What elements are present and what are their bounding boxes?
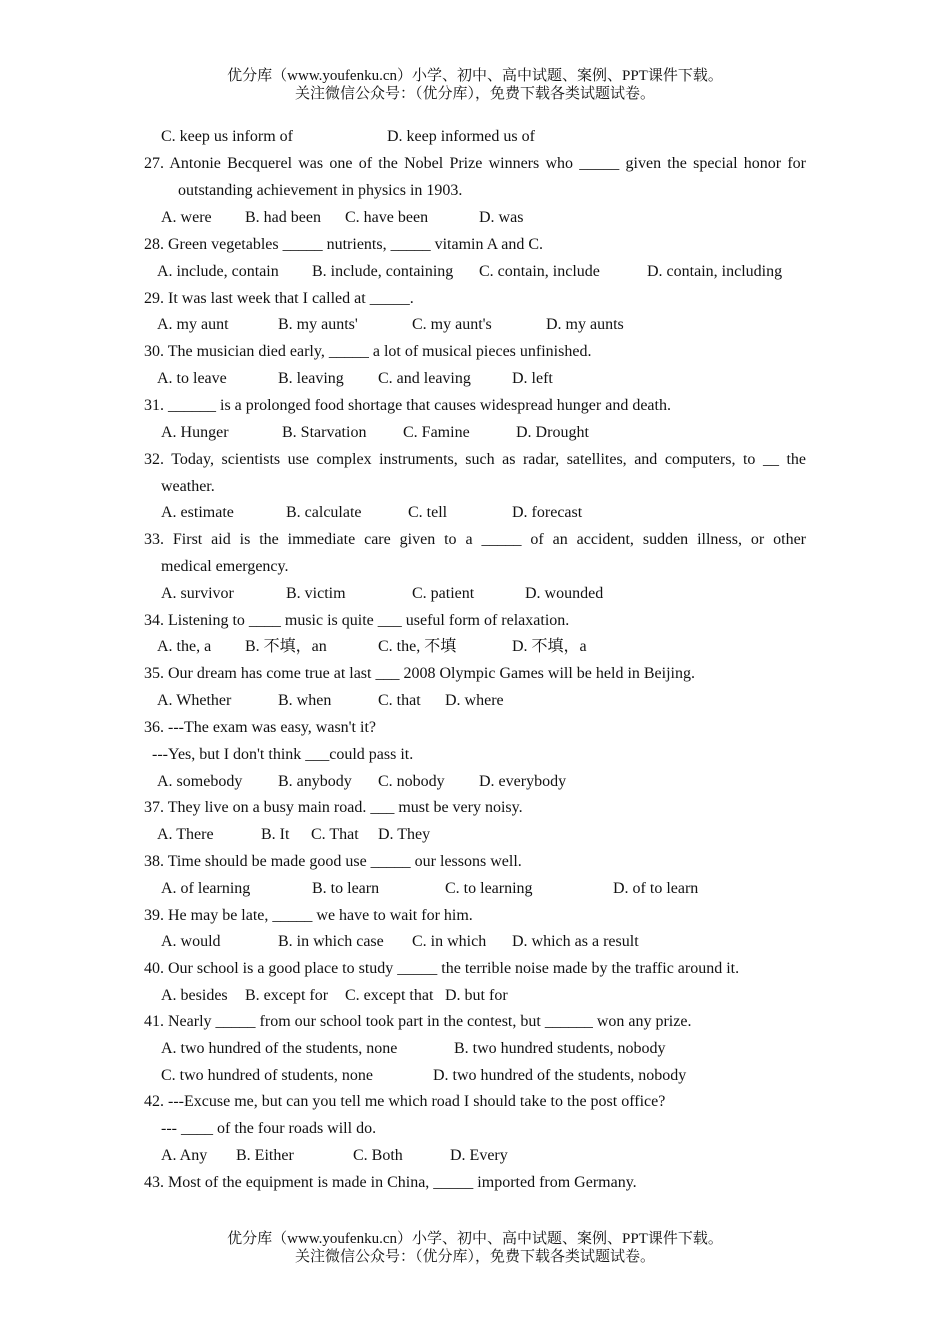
q36-option-d: D. everybody <box>479 773 567 790</box>
q41-option-c: C. two hundred of students, none <box>161 1067 373 1084</box>
q43-stem: 43. Most of the equipment is made in China, _____ imported from Germany. <box>144 1174 637 1191</box>
q37-option-a: A. There <box>157 826 214 843</box>
q42-option-d: D. Every <box>450 1147 508 1164</box>
q39-option-c: C. in which <box>412 933 487 950</box>
q38-stem: 38. Time should be made good use _____ our lessons well. <box>144 853 522 870</box>
q27-stem-line-2: outstanding achievement in physics in 1903. <box>178 182 463 199</box>
q35-stem: 35. Our dream has come true at last ___ 2008 Olympic Games will be held in Beijing. <box>144 665 695 682</box>
q31-option-c: C. Famine <box>403 424 470 441</box>
q40-option-c: C. except that <box>345 987 434 1004</box>
q27-option-c: C. have been <box>345 209 429 226</box>
q35-option-b: B. when <box>278 692 332 709</box>
q37-option-d: D. They <box>378 826 431 843</box>
q31-stem: 31. ______ is a prolonged food shortage that causes widespread hunger and death. <box>144 397 671 414</box>
q42-option-a: A. Any <box>161 1147 208 1164</box>
q28-option-d: D. contain, including <box>647 263 783 280</box>
q32-option-d: D. forecast <box>512 504 583 521</box>
q31-option-d: D. Drought <box>516 424 589 441</box>
q32-option-c: C. tell <box>408 504 448 521</box>
q41-stem: 41. Nearly _____ from our school took part in the contest, but ______ won any prize. <box>144 1013 692 1030</box>
q38-option-d: D. of to learn <box>613 880 699 897</box>
q33-stem-line-2: medical emergency. <box>161 558 289 575</box>
q28-option-c: C. contain, include <box>479 263 600 280</box>
q33-option-c: C. patient <box>412 585 475 602</box>
q29-option-c: C. my aunt's <box>412 316 492 333</box>
q31-option-a: A. Hunger <box>161 424 229 441</box>
q37-stem: 37. They live on a busy main road. ___ must be very noisy. <box>144 799 523 816</box>
q27-option-a: A. were <box>161 209 212 226</box>
q34-option-d: D. 不填，a <box>512 638 587 655</box>
q39-option-b: B. in which case <box>278 933 384 950</box>
q30-option-c: C. and leaving <box>378 370 471 387</box>
q38-option-b: B. to learn <box>312 880 380 897</box>
q27-option-d: D. was <box>479 209 524 226</box>
q32-stem-line-1: 32. Today, scientists use complex instruments, such as radar, satellites, and computers, to __ the <box>144 451 806 468</box>
q42-option-c: C. Both <box>353 1147 403 1164</box>
q36-option-b: B. anybody <box>278 773 352 790</box>
q30-option-d: D. left <box>512 370 553 387</box>
q33-stem-line-1: 33. First aid is the immediate care given to a _____ of an accident, sudden illness, or other <box>144 531 806 548</box>
q28-option-b: B. include, containing <box>312 263 454 280</box>
q30-option-a: A. to leave <box>157 370 227 387</box>
q34-stem: 34. Listening to ____ music is quite ___ useful form of relaxation. <box>144 612 570 629</box>
q42-stem-line-2: --- ____ of the four roads will do. <box>161 1120 377 1137</box>
header-line-1: 优分库（www.youfenku.cn）小学、初中、高中试题、案例、PPT课件下载。 <box>227 68 723 84</box>
q33-option-b: B. victim <box>286 585 346 602</box>
q30-option-b: B. leaving <box>278 370 344 387</box>
q33-option-a: A. survivor <box>161 585 234 602</box>
q41-option-b: B. two hundred students, nobody <box>454 1040 666 1057</box>
q34-option-a: A. the, a <box>157 638 212 655</box>
q36-option-c: C. nobody <box>378 773 445 790</box>
q39-option-d: D. which as a result <box>512 933 639 950</box>
q40-option-a: A. besides <box>161 987 228 1004</box>
q34-option-c: C. the, 不填 <box>378 638 457 655</box>
footer-line-2: 关注微信公众号：（优分库），免费下载各类试题试卷。 <box>294 1249 655 1265</box>
q29-option-d: D. my aunts <box>546 316 624 333</box>
q42-stem-line-1: 42. ---Excuse me, but can you tell me which road I should take to the post office? <box>144 1093 666 1110</box>
q36-option-a: A. somebody <box>157 773 243 790</box>
q31-option-b: B. Starvation <box>282 424 367 441</box>
q28-option-a: A. include, contain <box>157 263 279 280</box>
page-header <box>0 67 950 103</box>
q34-option-b: B. 不填，an <box>245 638 327 655</box>
q37-option-b: B. It <box>261 826 290 843</box>
header-line-2: 关注微信公众号：（优分库），免费下载各类试题试卷。 <box>294 86 655 102</box>
q29-option-b: B. my aunts' <box>278 316 358 333</box>
q41-option-d: D. two hundred of the students, nobody <box>433 1067 687 1084</box>
q35-option-c: C. that <box>378 692 421 709</box>
q26-option-c: C. keep us inform of <box>161 128 293 145</box>
q28-stem: 28. Green vegetables _____ nutrients, _____ vitamin A and C. <box>144 236 544 253</box>
q39-option-a: A. would <box>161 933 221 950</box>
q29-option-a: A. my aunt <box>157 316 229 333</box>
page-footer <box>0 1230 950 1266</box>
q38-option-a: A. of learning <box>161 880 251 897</box>
q35-option-d: D. where <box>445 692 504 709</box>
q35-option-a: A. Whether <box>157 692 232 709</box>
q32-stem-line-2: weather. <box>161 478 215 495</box>
q40-option-b: B. except for <box>245 987 329 1004</box>
q32-option-b: B. calculate <box>286 504 362 521</box>
q27-stem-line-1: 27. Antonie Becquerel was one of the Nobel Prize winners who _____ given the special honor for <box>144 155 806 172</box>
q41-option-a: A. two hundred of the students, none <box>161 1040 398 1057</box>
q36-stem-line-1: 36. ---The exam was easy, wasn't it? <box>144 719 376 736</box>
q38-option-c: C. to learning <box>445 880 533 897</box>
q36-stem-line-2: ---Yes, but I don't think ___could pass it. <box>152 746 414 763</box>
q26-option-d: D. keep informed us of <box>387 128 535 145</box>
q30-stem: 30. The musician died early, _____ a lot of musical pieces unfinished. <box>144 343 592 360</box>
q33-option-d: D. wounded <box>525 585 604 602</box>
q37-option-c: C. That <box>311 826 359 843</box>
q27-option-b: B. had been <box>245 209 321 226</box>
q40-stem: 40. Our school is a good place to study _____ the terrible noise made by the traffic around it. <box>144 960 740 977</box>
footer-line-1: 优分库（www.youfenku.cn）小学、初中、高中试题、案例、PPT课件下载。 <box>227 1231 723 1247</box>
q32-option-a: A. estimate <box>161 504 234 521</box>
q42-option-b: B. Either <box>236 1147 294 1164</box>
q40-option-d: D. but for <box>445 987 508 1004</box>
q29-stem: 29. It was last week that I called at _____. <box>144 290 414 307</box>
q39-stem: 39. He may be late, _____ we have to wait for him. <box>144 907 473 924</box>
